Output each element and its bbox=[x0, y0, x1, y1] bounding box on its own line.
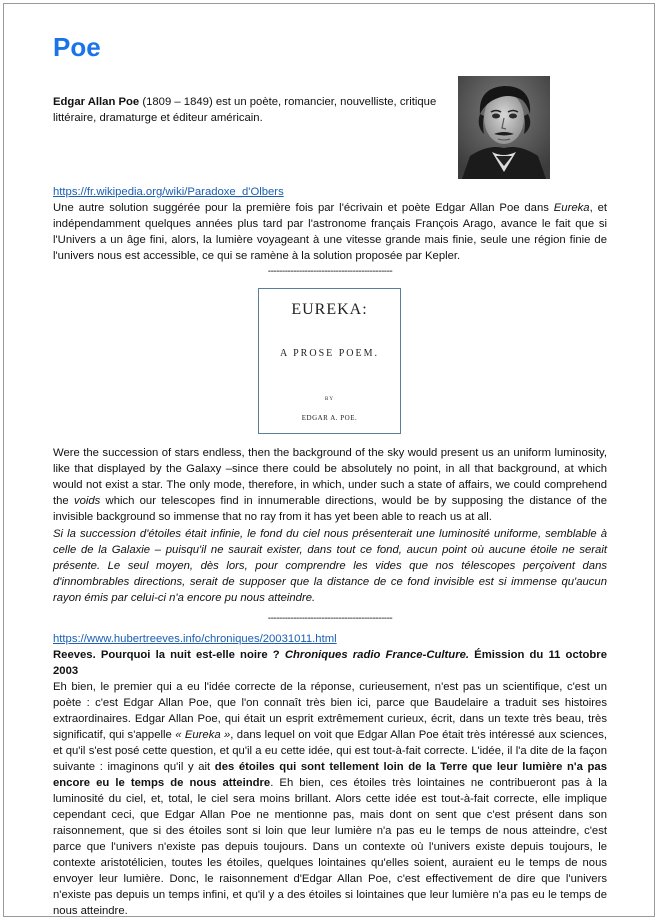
quote-french: Si la succession d'étoiles était infinie, le fond du ciel nous présenterait une luminosité uniforme, semblable à celle de la Galaxie – puisqu'il ne saurait exister, dans tout ce fond, aucun point où aucune étoile ne serait présente. Le seul moyen, dès lors, pour comprendre les vides que nos télescopes perçoivent dans d'innombrables directions, serait de supposer que la distance de ce fond invisible est si immense qu'aucun rayon émis par celui-ci n'a encore pu nous atteindre. bbox=[53, 528, 607, 604]
book-author: EDGAR A. POE. bbox=[301, 414, 358, 422]
book-subtitle: A PROSE POEM. bbox=[279, 348, 380, 359]
section2-text-b: , dans lequel on voit que Edgar Allan Poe était très intéressé aux sciences, et qu'il s'est posé cette question, et qu'il a eu cette idée, qui est tout-à-fait correcte. L'idée, il l'a dite de la façon suivante : imaginons qu'il y ait bbox=[53, 729, 607, 773]
poe-portrait bbox=[458, 76, 550, 179]
section2-heading-b: Émission du 11 octobre 2003 bbox=[53, 649, 607, 677]
portrait-image bbox=[458, 76, 550, 179]
section1 bbox=[53, 184, 607, 264]
section2-heading-em: Chroniques radio France-Culture. bbox=[284, 649, 470, 661]
section1-text-b: , et indépendamment quelques années plus tard par l'astronome français François Arago, avance le fait que si l'Univers a un âge fini, alors, la lumière voyageant à une vitesse grande mais finie, seule une région finie de l'univers nous est accessible, ce qui se ramène à la solution proposée par Kepler. bbox=[53, 202, 607, 262]
quote-en-b: which our telescopes find in innumerable directions, would be by supposing the distance of the invisible background so immense that no ray from it has yet been able to reach us at all. bbox=[53, 495, 608, 523]
quote-english bbox=[53, 445, 607, 525]
section1-eureka: Eureka bbox=[553, 202, 590, 214]
section1-text-a: Une autre solution suggérée pour la première fois par l'écrivain et poète Edgar Allan Poe dans bbox=[53, 202, 554, 214]
book-by: BY bbox=[325, 397, 334, 402]
intro-text: (1809 – 1849) est un poète, romancier, nouvelliste, critique littéraire, dramaturge et éditeur américain. bbox=[53, 96, 437, 124]
intro-name: Edgar Allan Poe bbox=[53, 96, 140, 108]
section2-text-c: . Eh bien, ces étoiles très lointaines ne contribueront pas à la luminosité du ciel, et, total, le ciel sera moins brillant. Alors cette idée est tout-à-fait correcte, elle implique cependant ceci, que Edgar Allan Poe ne mentionne pas, mais dont on sent que c'est présent dans son raisonnement, que si des étoiles sont si loin que leur lumière n'a pas eu le temps de nous atteindre, c'est parce que l'univers n'existe pas depuis toujours. Dans un contexte où l'univers existe depuis toujours, le contexte aristotélicien, toutes les étoiles, quelques lointaines qu'elles soient, auraient eu le temps de nous envoyer leur lumière. Donc, le raisonnement d'Edgar Allan Poe, c'est effectivement de dire que l'univers n'existe pas depuis un temps infini, et qu'il y a des étoiles si lointaines que leur lumière n'a pas eu le temps de nous atteindre. bbox=[53, 777, 607, 917]
section2 bbox=[53, 631, 607, 919]
hubertreeves-link[interactable]: https://www.hubertreeves.info/chroniques/20031011.html bbox=[53, 633, 337, 645]
book-title: EUREKA: bbox=[291, 301, 368, 318]
eureka-book-cover bbox=[258, 288, 401, 434]
section2-eureka: « Eureka » bbox=[175, 729, 231, 741]
section2-text-a: Eh bien, le premier qui a eu l'idée correcte de la réponse, curieusement, n'est pas un scientifique, c'est un poète : c'est Edgar Allan Poe, que l'on connaît très bien ici, parce que Baudelaire a traduit ses histoires extraordinaires. Edgar Allan Poe, qui était un esprit extrêmement curieux, écrit, dans un texte très beau, très significatif, qui s'appelle bbox=[53, 681, 607, 741]
page-title: Poe bbox=[53, 32, 101, 62]
quote-en-a: Were the succession of stars endless, then the background of the sky would present us an uniform luminosity, like that displayed by the Galaxy –since there could be absolutely no point, in all that background, at which would not exist a star. The only mode, therefore, in which, under such a state of affairs, we could comprehend the bbox=[53, 447, 607, 507]
quote-en-voids: voids bbox=[73, 495, 101, 507]
separator-1: -------------------------------------------- bbox=[267, 266, 393, 277]
section2-strong: des étoiles qui sont tellement loin de la Terre que leur lumière n'a pas encore eu le temps de nous atteindre bbox=[53, 761, 607, 789]
section2-heading-a: Reeves. Pourquoi la nuit est-elle noire ? bbox=[53, 649, 285, 661]
wikipedia-link[interactable]: https://fr.wikipedia.org/wiki/Paradoxe_d'Olbers bbox=[53, 186, 284, 198]
separator-2: -------------------------------------------- bbox=[267, 613, 393, 624]
intro-paragraph bbox=[53, 94, 443, 126]
